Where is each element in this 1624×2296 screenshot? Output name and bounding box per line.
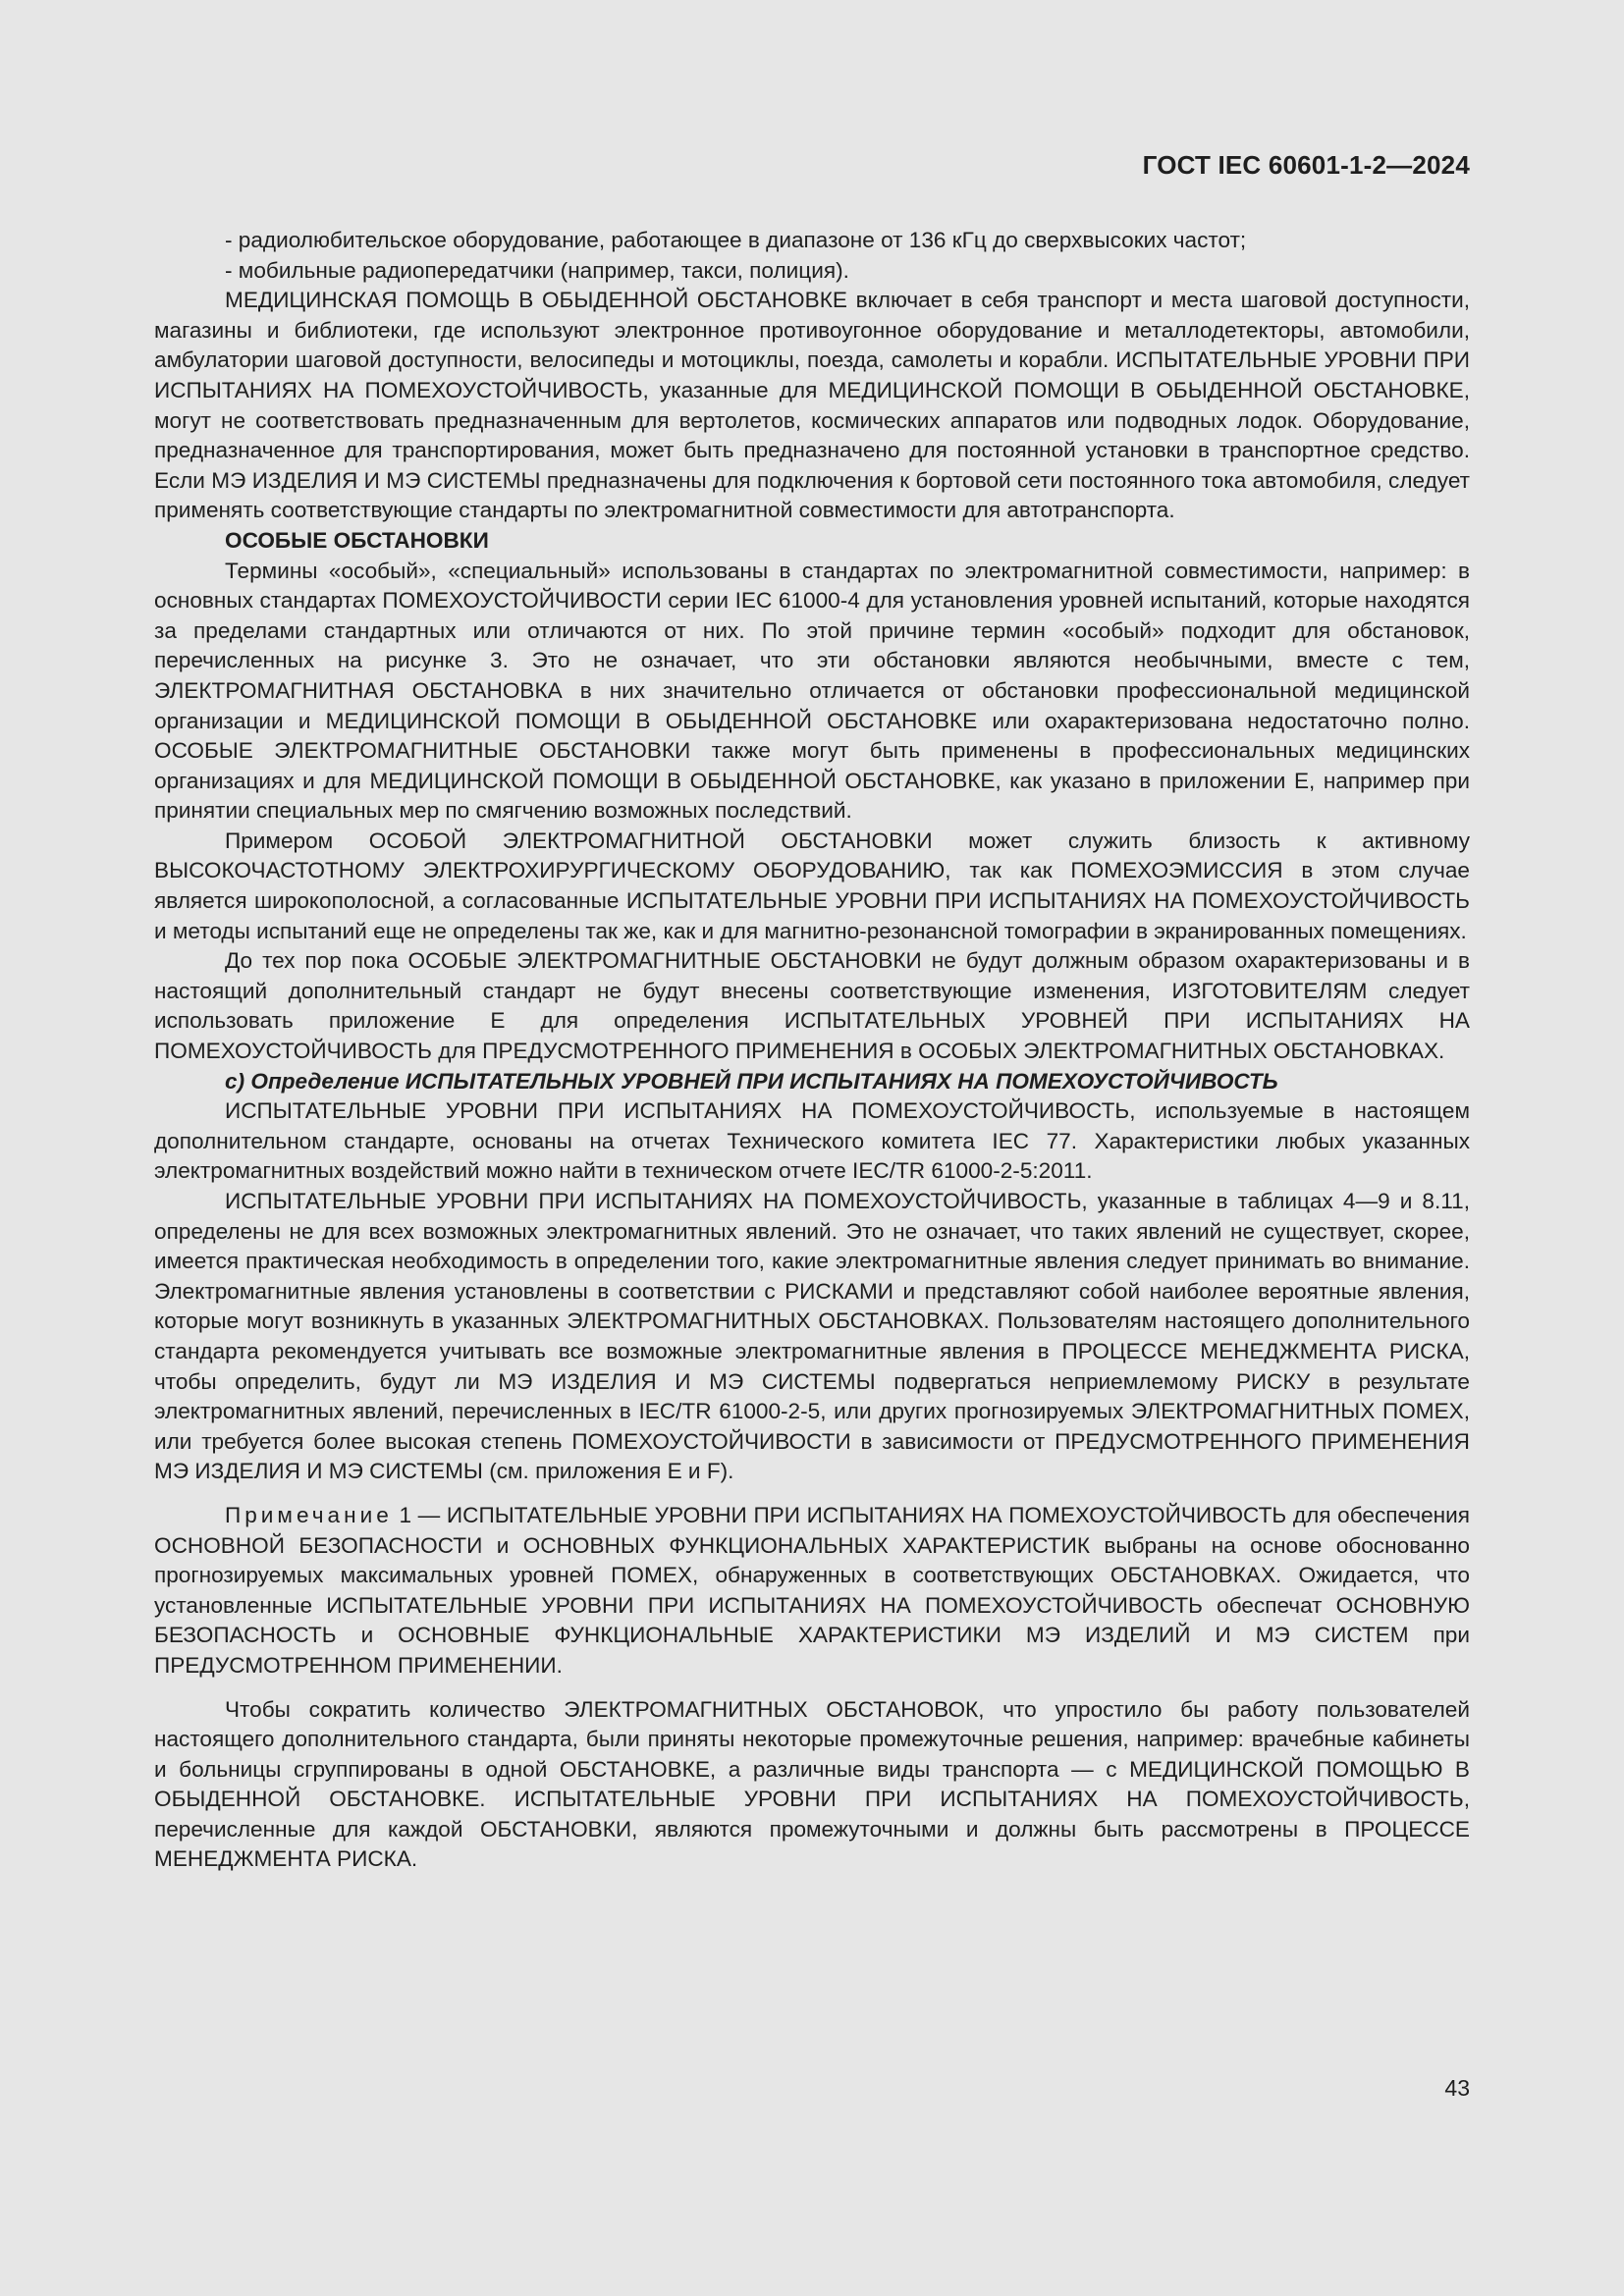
section-heading: ОСОБЫЕ ОБСТАНОВКИ xyxy=(225,527,489,553)
note-paragraph xyxy=(154,1501,1470,1682)
document-header: ГОСТ IEC 60601-1-2—2024 xyxy=(1142,150,1470,180)
document-body xyxy=(154,226,1470,1875)
paragraph: Примером ОСОБОЙ ЭЛЕКТРОМАГНИТНОЙ ОБСТАНОВКИ может служить близость к активному ВЫСОКОЧАСТОТНОМУ ЭЛЕКТРОХИРУРГИЧЕСКОМУ ОБОРУДОВАНИЮ, так как ПОМЕХОЭМИССИЯ в этом случае является широкополосной, а согласованные ИСПЫТАТЕЛЬНЫЕ УРОВНИ ПРИ ИСПЫТАНИЯХ НА ПОМЕХОУСТОЙЧИВОСТЬ и методы испытаний еще не определены так же, как и для магнитно-резонансной томографии в экранированных помещениях. xyxy=(154,828,1470,943)
paragraph: Чтобы сократить количество ЭЛЕКТРОМАГНИТНЫХ ОБСТАНОВОК, что упростило бы работу пользователей настоящего дополнительного стандарта, были приняты некоторые промежуточные решения, например: врачебные кабинеты и больницы сгруппированы в одной ОБСТАНОВКЕ, а различные виды транспорта — с МЕДИЦИНСКОЙ ПОМОЩЬЮ В ОБЫДЕННОЙ ОБСТАНОВКЕ. ИСПЫТАТЕЛЬНЫЕ УРОВНИ ПРИ ИСПЫТАНИЯХ НА ПОМЕХОУСТОЙЧИВОСТЬ, перечисленные для каждой ОБСТАНОВКИ, являются промежуточными и должны быть рассмотрены в ПРОЦЕССЕ МЕНЕДЖМЕНТА РИСКА. xyxy=(154,1696,1470,1872)
subsection-heading: c) Определение ИСПЫТАТЕЛЬНЫХ УРОВНЕЙ ПРИ ИСПЫТАНИЯХ НА ПОМЕХОУСТОЙЧИВОСТЬ xyxy=(225,1068,1278,1094)
paragraph: До тех пор пока ОСОБЫЕ ЭЛЕКТРОМАГНИТНЫЕ ОБСТАНОВКИ не будут должным образом охарактеризованы и в настоящий дополнительный стандарт не будут внесены соответствующие изменения, ИЗГОТОВИТЕЛЯМ следует использовать приложение Е для определения ИСПЫТАТЕЛЬНЫХ УРОВНЕЙ ПРИ ИСПЫТАНИЯХ НА ПОМЕХОУСТОЙЧИВОСТЬ для ПРЕДУСМОТРЕННОГО ПРИМЕНЕНИЯ в ОСОБЫХ ЭЛЕКТРОМАГНИТНЫХ ОБСТАНОВКАХ. xyxy=(154,948,1470,1064)
paragraph: МЕДИЦИНСКАЯ ПОМОЩЬ В ОБЫДЕННОЙ ОБСТАНОВКЕ включает в себя транспорт и места шаговой доступности, магазины и библиотеки, где используют электронное противоугонное оборудование и металлодетекторы, автомобили, амбулатории шаговой доступности, велосипеды и мотоциклы, поезда, самолеты и корабли. ИСПЫТАТЕЛЬНЫЕ УРОВНИ ПРИ ИСПЫТАНИЯХ НА ПОМЕХОУСТОЙЧИВОСТЬ, указанные для МЕДИЦИНСКОЙ ПОМОЩИ В ОБЫДЕННОЙ ОБСТАНОВКЕ, могут не соответствовать предназначенным для вертолетов, космических аппаратов или подводных лодок. Оборудование, предназначенное для транспортирования, может быть предназначено для постоянной установки в транспортное средство. Если МЭ ИЗДЕЛИЯ И МЭ СИСТЕМЫ предназначены для подключения к бортовой сети постоянного тока автомобиля, следует применять соответствующие стандарты по электромагнитной совместимости для автотранспорта. xyxy=(154,288,1470,523)
page-number: 43 xyxy=(1444,2075,1470,2101)
paragraph: ИСПЫТАТЕЛЬНЫЕ УРОВНИ ПРИ ИСПЫТАНИЯХ НА ПОМЕХОУСТОЙЧИВОСТЬ, указанные в таблицах 4—9 и 8.11, определены не для всех возможных электромагнитных явлений. Это не означает, что таких явлений не существует, скорее, имеется практическая необходимость в определении того, какие электромагнитные явления следует принимать во внимание. Электромагнитные явления установлены в соответствии с РИСКАМИ и представляют собой наиболее вероятные явления, которые могут возникнуть в указанных ЭЛЕКТРОМАГНИТНЫХ ОБСТАНОВКАХ. Пользователям настоящего дополнительного стандарта рекомендуется учитывать все возможные электромагнитные явления в ПРОЦЕССЕ МЕНЕДЖМЕНТА РИСКА, чтобы определить, будут ли МЭ ИЗДЕЛИЯ И МЭ СИСТЕМЫ подвергаться неприемлемому РИСКУ в результате электромагнитных явлений, перечисленных в IEC/TR 61000-2-5, или других прогнозируемых ЭЛЕКТРОМАГНИТНЫХ ПОМЕХ, или требуется более высокая степень ПОМЕХОУСТОЙЧИВОСТИ в зависимости от ПРЕДУСМОТРЕННОГО ПРИМЕНЕНИЯ МЭ ИЗДЕЛИЯ И МЭ СИСТЕМЫ (см. приложения Е и F). xyxy=(154,1189,1470,1484)
paragraph: Термины «особый», «специальный» использованы в стандартах по электромагнитной совместимости, например: в основных стандартах ПОМЕХОУСТОЙЧИВОСТИ серии IEC 61000-4 для установления уровней испытаний, которые находятся за пределами стандартных или отличаются от них. По этой причине термин «особый» подходит для обстановок, перечисленных на рисунке 3. Это не означает, что эти обстановки являются необычными, вместе с тем, ЭЛЕКТРОМАГНИТНАЯ ОБСТАНОВКА в них значительно отличается от обстановки профессиональной медицинской организации и МЕДИЦИНСКОЙ ПОМОЩИ В ОБЫДЕННОЙ ОБСТАНОВКЕ или охарактеризована недостаточно полно. ОСОБЫЕ ЭЛЕКТРОМАГНИТНЫЕ ОБСТАНОВКИ также могут быть применены в профессиональных медицинских организациях и для МЕДИЦИНСКОЙ ПОМОЩИ В ОБЫДЕННОЙ ОБСТАНОВКЕ, как указано в приложении Е, например при принятии специальных мер по смягчению возможных последствий. xyxy=(154,558,1470,824)
paragraph-list-item-2: - мобильные радиопередатчики (например, такси, полиция). xyxy=(225,257,849,283)
paragraph: ИСПЫТАТЕЛЬНЫЕ УРОВНИ ПРИ ИСПЫТАНИЯХ НА ПОМЕХОУСТОЙЧИВОСТЬ, используемые в настоящем дополнительном стандарте, основаны на отчетах Технического комитета IEC 77. Характеристики любых указанных электромагнитных воздействий можно найти в техническом отчете IEC/TR 61000-2-5:2011. xyxy=(154,1098,1470,1184)
paragraph-list-item-1: - радиолюбительское оборудование, работающее в диапазоне от 136 кГц до сверхвысоких частот; xyxy=(225,228,1247,252)
note-label: Примечание xyxy=(225,1502,393,1527)
note-text: 1 — ИСПЫТАТЕЛЬНЫЕ УРОВНИ ПРИ ИСПЫТАНИЯХ НА ПОМЕХОУСТОЙЧИВОСТЬ для обеспечения ОСНОВНОЙ БЕЗОПАСНОСТИ и ОСНОВНЫХ ФУНКЦИОНАЛЬНЫХ ХАРАКТЕРИСТИК выбраны на основе обоснованно прогнозируемых максимальных уровней ПОМЕХ, обнаруженных в соответствующих ОБСТАНОВКАХ. Ожидается, что установленные ИСПЫТАТЕЛЬНЫЕ УРОВНИ ПРИ ИСПЫТАНИЯХ НА ПОМЕХОУСТОЙЧИВОСТЬ обеспечат ОСНОВНУЮ БЕЗОПАСНОСТЬ и ОСНОВНЫЕ ФУНКЦИОНАЛЬНЫЕ ХАРАКТЕРИСТИКИ МЭ ИЗДЕЛИЙ И МЭ СИСТЕМ при ПРЕДУСМОТРЕННОМ ПРИМЕНЕНИИ. xyxy=(154,1502,1470,1678)
